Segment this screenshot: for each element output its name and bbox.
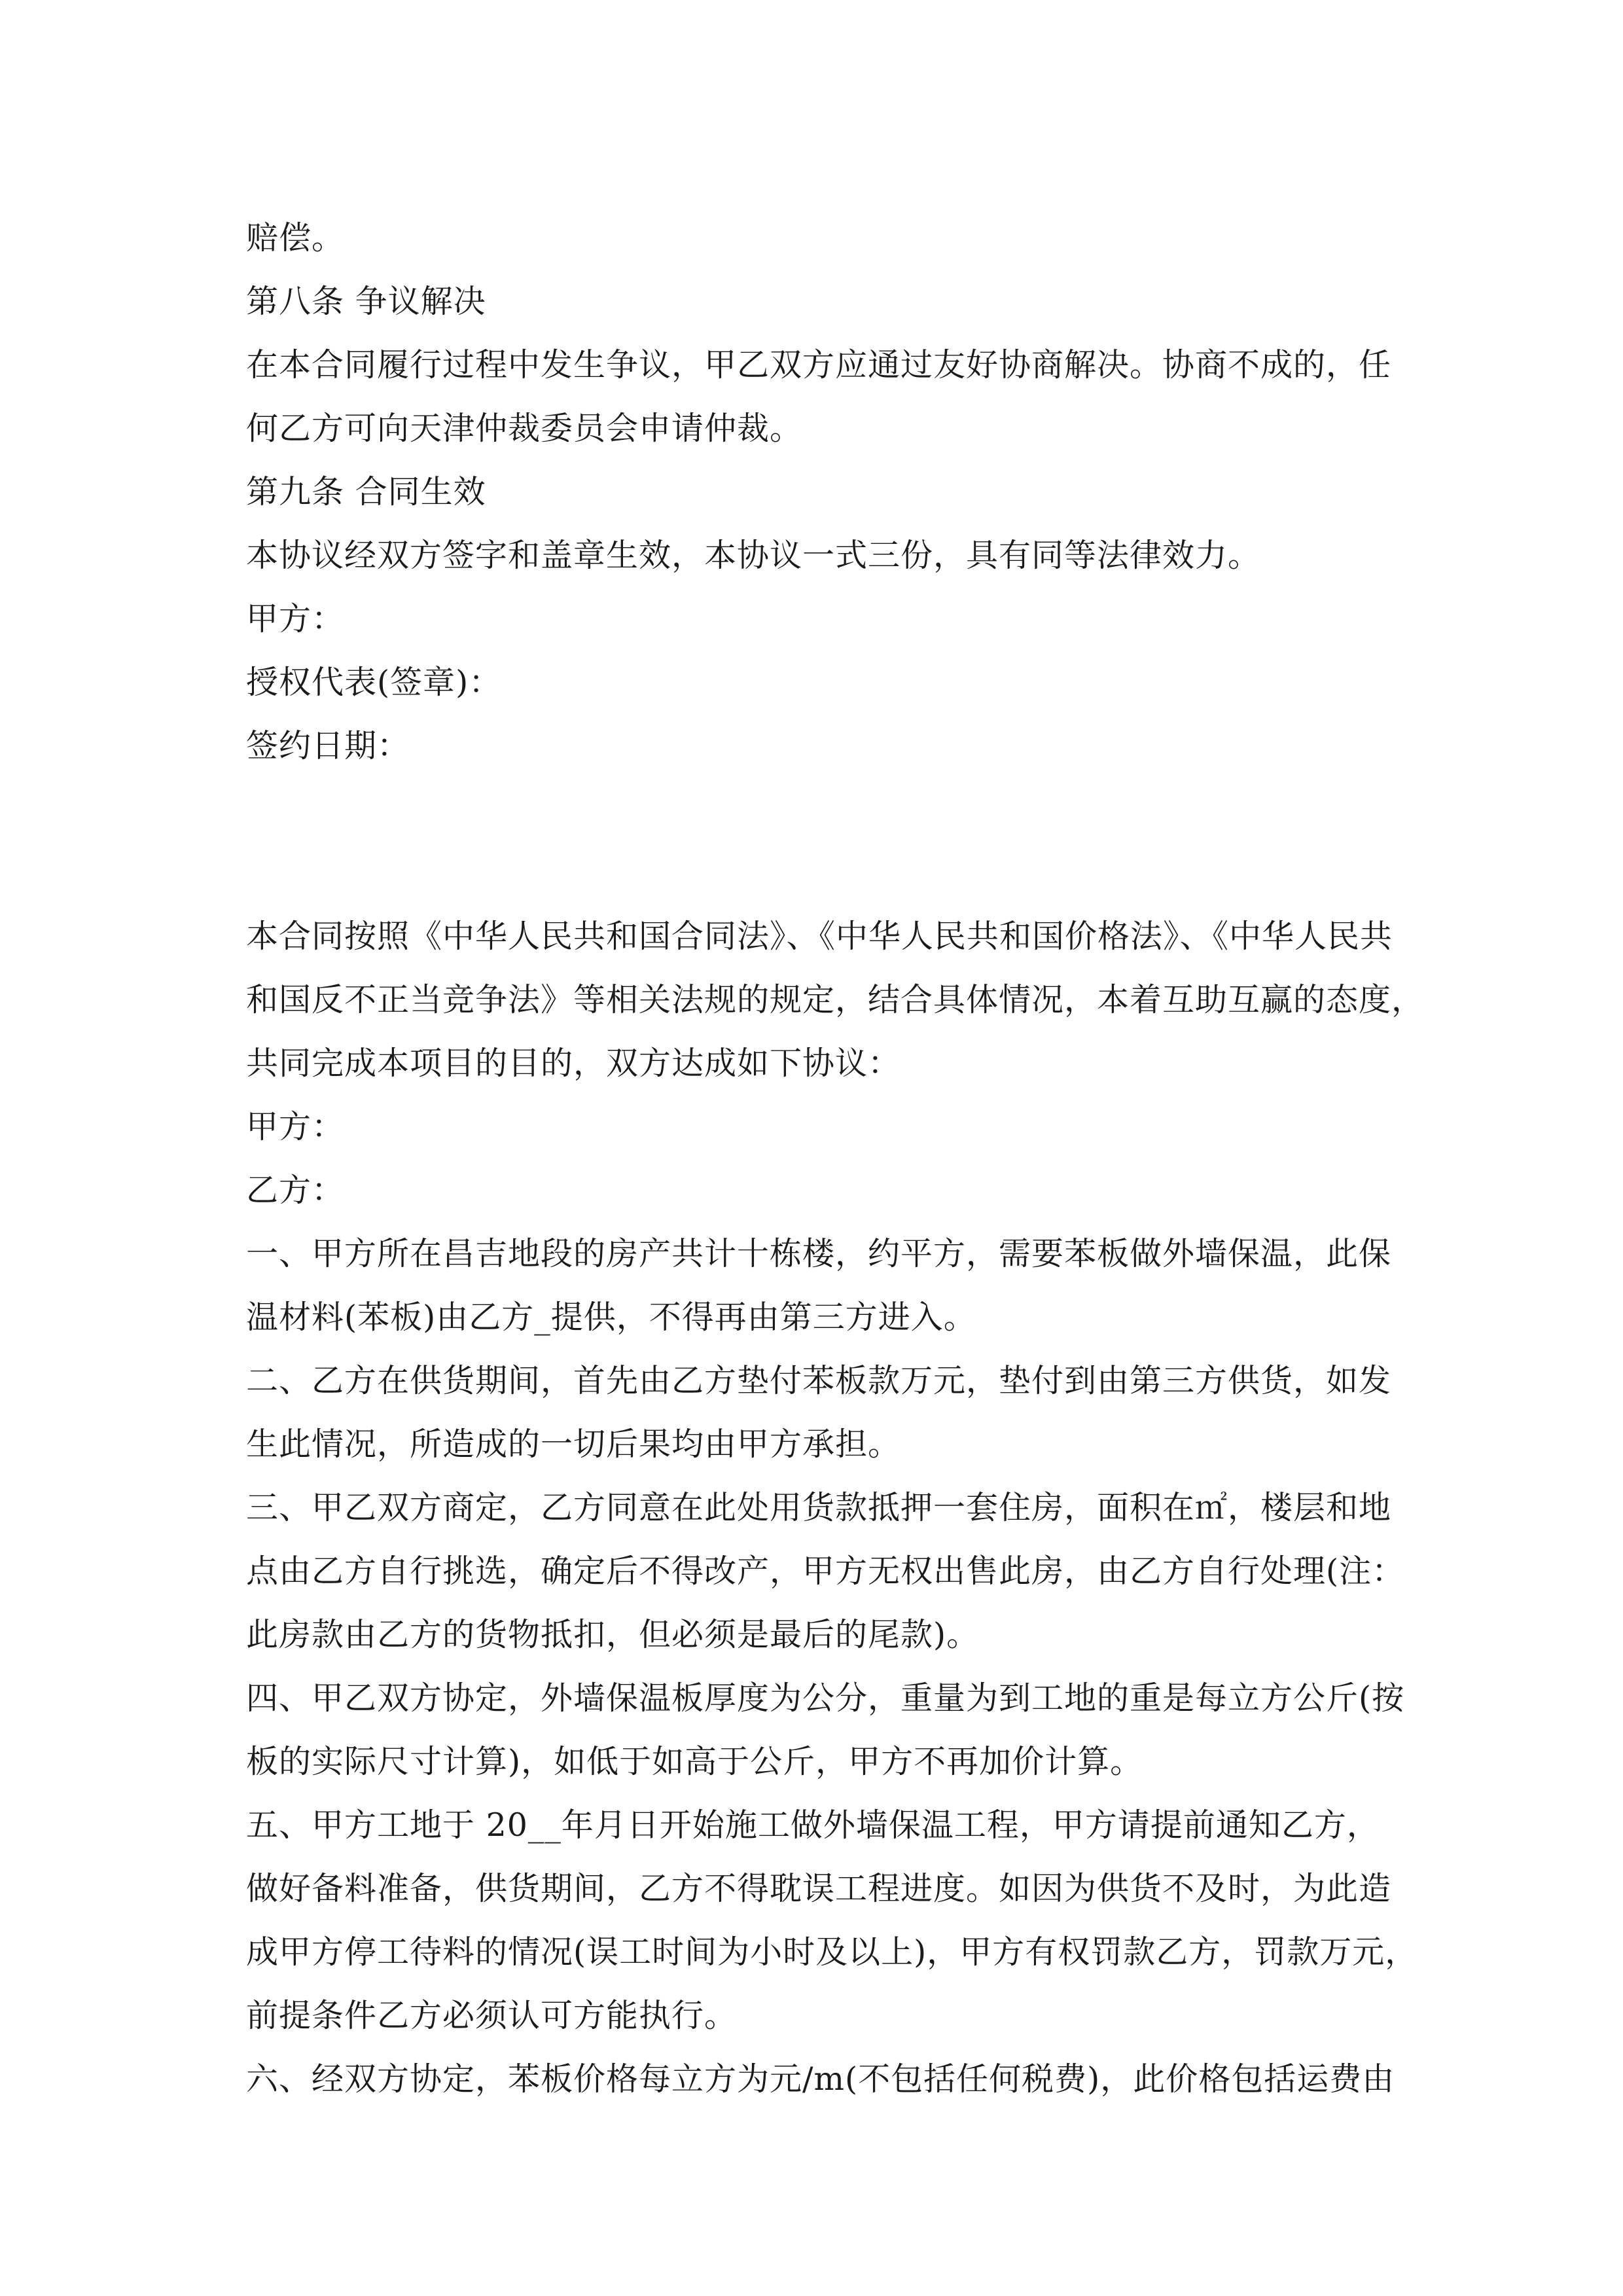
section-gap xyxy=(246,778,1385,905)
text-line: 在本合同履行过程中发生争议，甲乙双方应通过友好协商解决。协商不成的，任 xyxy=(246,346,1392,384)
clause-line: 此房款由乙方的货物抵扣，但必须是最后的尾款)。 xyxy=(246,1616,980,1653)
clause-line: 前提条件乙方必须认可方能执行。 xyxy=(246,1997,738,2034)
party-a-label: 甲方： xyxy=(246,600,345,637)
signature-label: 授权代表(签章)： xyxy=(246,664,502,701)
party-a-label: 甲方： xyxy=(246,1108,345,1145)
clause-line: 一、甲方所在昌吉地段的房产共计十栋楼，约平方，需要苯板做外墙保温，此保 xyxy=(246,1235,1392,1272)
article-heading: 第八条 争议解决 xyxy=(246,283,486,320)
text-line: 赔偿。 xyxy=(246,219,345,257)
sign-date-label: 签约日期： xyxy=(246,727,410,764)
text-line: 共同完成本项目的目的，双方达成如下协议： xyxy=(246,1045,901,1082)
section-supply-agreement xyxy=(246,905,1425,2111)
text-line: 本协议经双方签字和盖章生效，本协议一式三份，具有同等法律效力。 xyxy=(246,537,1261,574)
clause-line: 点由乙方自行挑选，确定后不得改产，甲方无权出售此房，由乙方自行处理(注： xyxy=(246,1552,1405,1590)
clause-line: 温材料(苯板)由乙方_提供，不得再由第三方进入。 xyxy=(246,1299,976,1336)
section-dispute-and-effect xyxy=(246,206,1392,778)
text-line: 何乙方可向天津仲裁委员会申请仲裁。 xyxy=(246,410,803,447)
article-heading: 第九条 合同生效 xyxy=(246,473,486,511)
clause-line: 三、甲乙双方商定，乙方同意在此处用货款抵押一套住房，面积在㎡，楼层和地 xyxy=(246,1489,1392,1526)
clause-line: 成甲方停工待料的情况(误工时间为小时及以上)，甲方有权罚款乙方，罚款万元， xyxy=(246,1933,1418,1971)
clause-line: 二、乙方在供货期间，首先由乙方垫付苯板款万元，垫付到由第三方供货，如发 xyxy=(246,1362,1392,1399)
document-body xyxy=(246,206,1425,2111)
clause-line: 五、甲方工地于 20__年月日开始施工做外墙保温工程，甲方请提前通知乙方， xyxy=(246,1806,1380,1844)
party-b-label: 乙方： xyxy=(246,1172,345,1209)
text-line: 本合同按照《中华人民共和国合同法》、《中华人民共和国价格法》、《中华人民共 xyxy=(246,918,1393,955)
clause-line: 做好备料准备，供货期间，乙方不得耽误工程进度。如因为供货不及时，为此造 xyxy=(246,1870,1392,1907)
clause-line: 板的实际尺寸计算)，如低于如高于公斤，甲方不再加价计算。 xyxy=(246,1743,1143,1780)
clause-line: 四、甲乙双方协定，外墙保温板厚度为公分，重量为到工地的重是每立方公斤(按 xyxy=(246,1679,1405,1717)
text-line: 和国反不正当竞争法》等相关法规的规定，结合具体情况，本着互助互赢的态度， xyxy=(246,981,1425,1018)
clause-line: 六、经双方协定，苯板价格每立方为元/m(不包括任何税费)，此价格包括运费由 xyxy=(246,2060,1395,2098)
clause-line: 生此情况，所造成的一切后果均由甲方承担。 xyxy=(246,1426,901,1463)
